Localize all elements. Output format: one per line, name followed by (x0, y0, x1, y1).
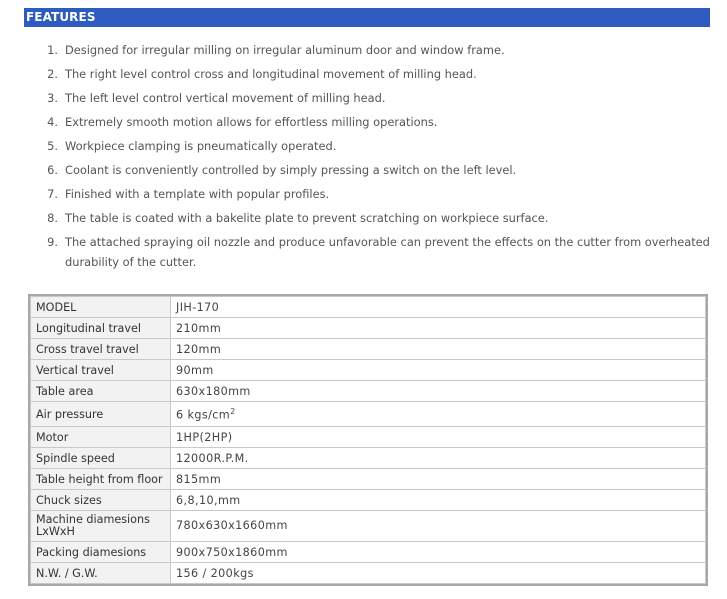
spec-label: MODEL (31, 297, 171, 318)
spec-label: Chuck sizes (31, 490, 171, 511)
spec-label: N.W. / G.W. (31, 563, 171, 584)
table-row (31, 469, 706, 490)
feature-number: 5. (47, 139, 58, 153)
spec-table (30, 296, 706, 584)
feature-text: The table is coated with a bakelite plate to prevent scratching on workpiece surface. (65, 211, 549, 225)
spec-value (171, 402, 706, 427)
feature-item (40, 184, 720, 204)
spec-label: Air pressure (31, 402, 171, 427)
spec-value: 780x630x1660mm (171, 511, 706, 542)
feature-number: 9. (47, 235, 58, 249)
feature-text: Coolant is conveniently controlled by simply pressing a switch on the left level. (65, 163, 517, 177)
spec-value: 12000R.P.M. (171, 448, 706, 469)
spec-label: Motor (31, 427, 171, 448)
spec-label: Vertical travel (31, 360, 171, 381)
feature-item (40, 40, 720, 60)
feature-item (40, 160, 720, 180)
spec-label: Table area (31, 381, 171, 402)
feature-item (40, 136, 720, 156)
spec-label: Longitudinal travel (31, 318, 171, 339)
spec-value: 900x750x1860mm (171, 542, 706, 563)
feature-text: The left level control vertical movement of milling head. (65, 91, 386, 105)
feature-item (40, 208, 720, 228)
spec-value: 156 / 200kgs (171, 563, 706, 584)
feature-text: Workpiece clamping is pneumatically operated. (65, 139, 337, 153)
feature-text: The attached spraying oil nozzle and produce unfavorable can prevent the effects on the cutter from overheated durability of the cutter. (65, 235, 710, 269)
spec-value: 210mm (171, 318, 706, 339)
spec-value: 1HP(2HP) (171, 427, 706, 448)
table-row (31, 318, 706, 339)
feature-number: 4. (47, 115, 58, 129)
feature-number: 8. (47, 211, 58, 225)
spec-value: JIH-170 (171, 297, 706, 318)
feature-number: 1. (47, 43, 58, 57)
table-row (31, 402, 706, 427)
table-row (31, 490, 706, 511)
feature-item (40, 112, 720, 132)
table-row (31, 297, 706, 318)
spec-value: 815mm (171, 469, 706, 490)
spec-label: Cross travel travel (31, 339, 171, 360)
feature-number: 3. (47, 91, 58, 105)
feature-item (40, 64, 720, 84)
spec-value: 90mm (171, 360, 706, 381)
feature-text: Finished with a template with popular profiles. (65, 187, 330, 201)
spec-table-frame (28, 294, 708, 586)
spec-value: 120mm (171, 339, 706, 360)
table-row (31, 448, 706, 469)
superscript-exponent: 2 (230, 406, 236, 416)
features-list (40, 40, 720, 276)
feature-text: Extremely smooth motion allows for effortless milling operations. (65, 115, 438, 129)
feature-number: 2. (47, 67, 58, 81)
spec-label: Packing diamesions (31, 542, 171, 563)
table-row (31, 381, 706, 402)
spec-label: Machine diamesions LxWxH (31, 511, 171, 542)
feature-item (40, 232, 720, 272)
table-row (31, 563, 706, 584)
spec-label: Spindle speed (31, 448, 171, 469)
spec-label: Table height from floor (31, 469, 171, 490)
table-row (31, 360, 706, 381)
air-pressure-value: 6 kgs/cm (176, 408, 231, 422)
feature-text: Designed for irregular milling on irregular aluminum door and window frame. (65, 43, 505, 57)
feature-item (40, 88, 720, 108)
table-row (31, 339, 706, 360)
feature-number: 7. (47, 187, 58, 201)
features-heading: FEATURES (24, 8, 710, 27)
feature-text: The right level control cross and longitudinal movement of milling head. (65, 67, 477, 81)
spec-value: 630x180mm (171, 381, 706, 402)
table-row (31, 542, 706, 563)
spec-value: 6,8,10,mm (171, 490, 706, 511)
table-row (31, 427, 706, 448)
table-row (31, 511, 706, 542)
feature-number: 6. (47, 163, 58, 177)
